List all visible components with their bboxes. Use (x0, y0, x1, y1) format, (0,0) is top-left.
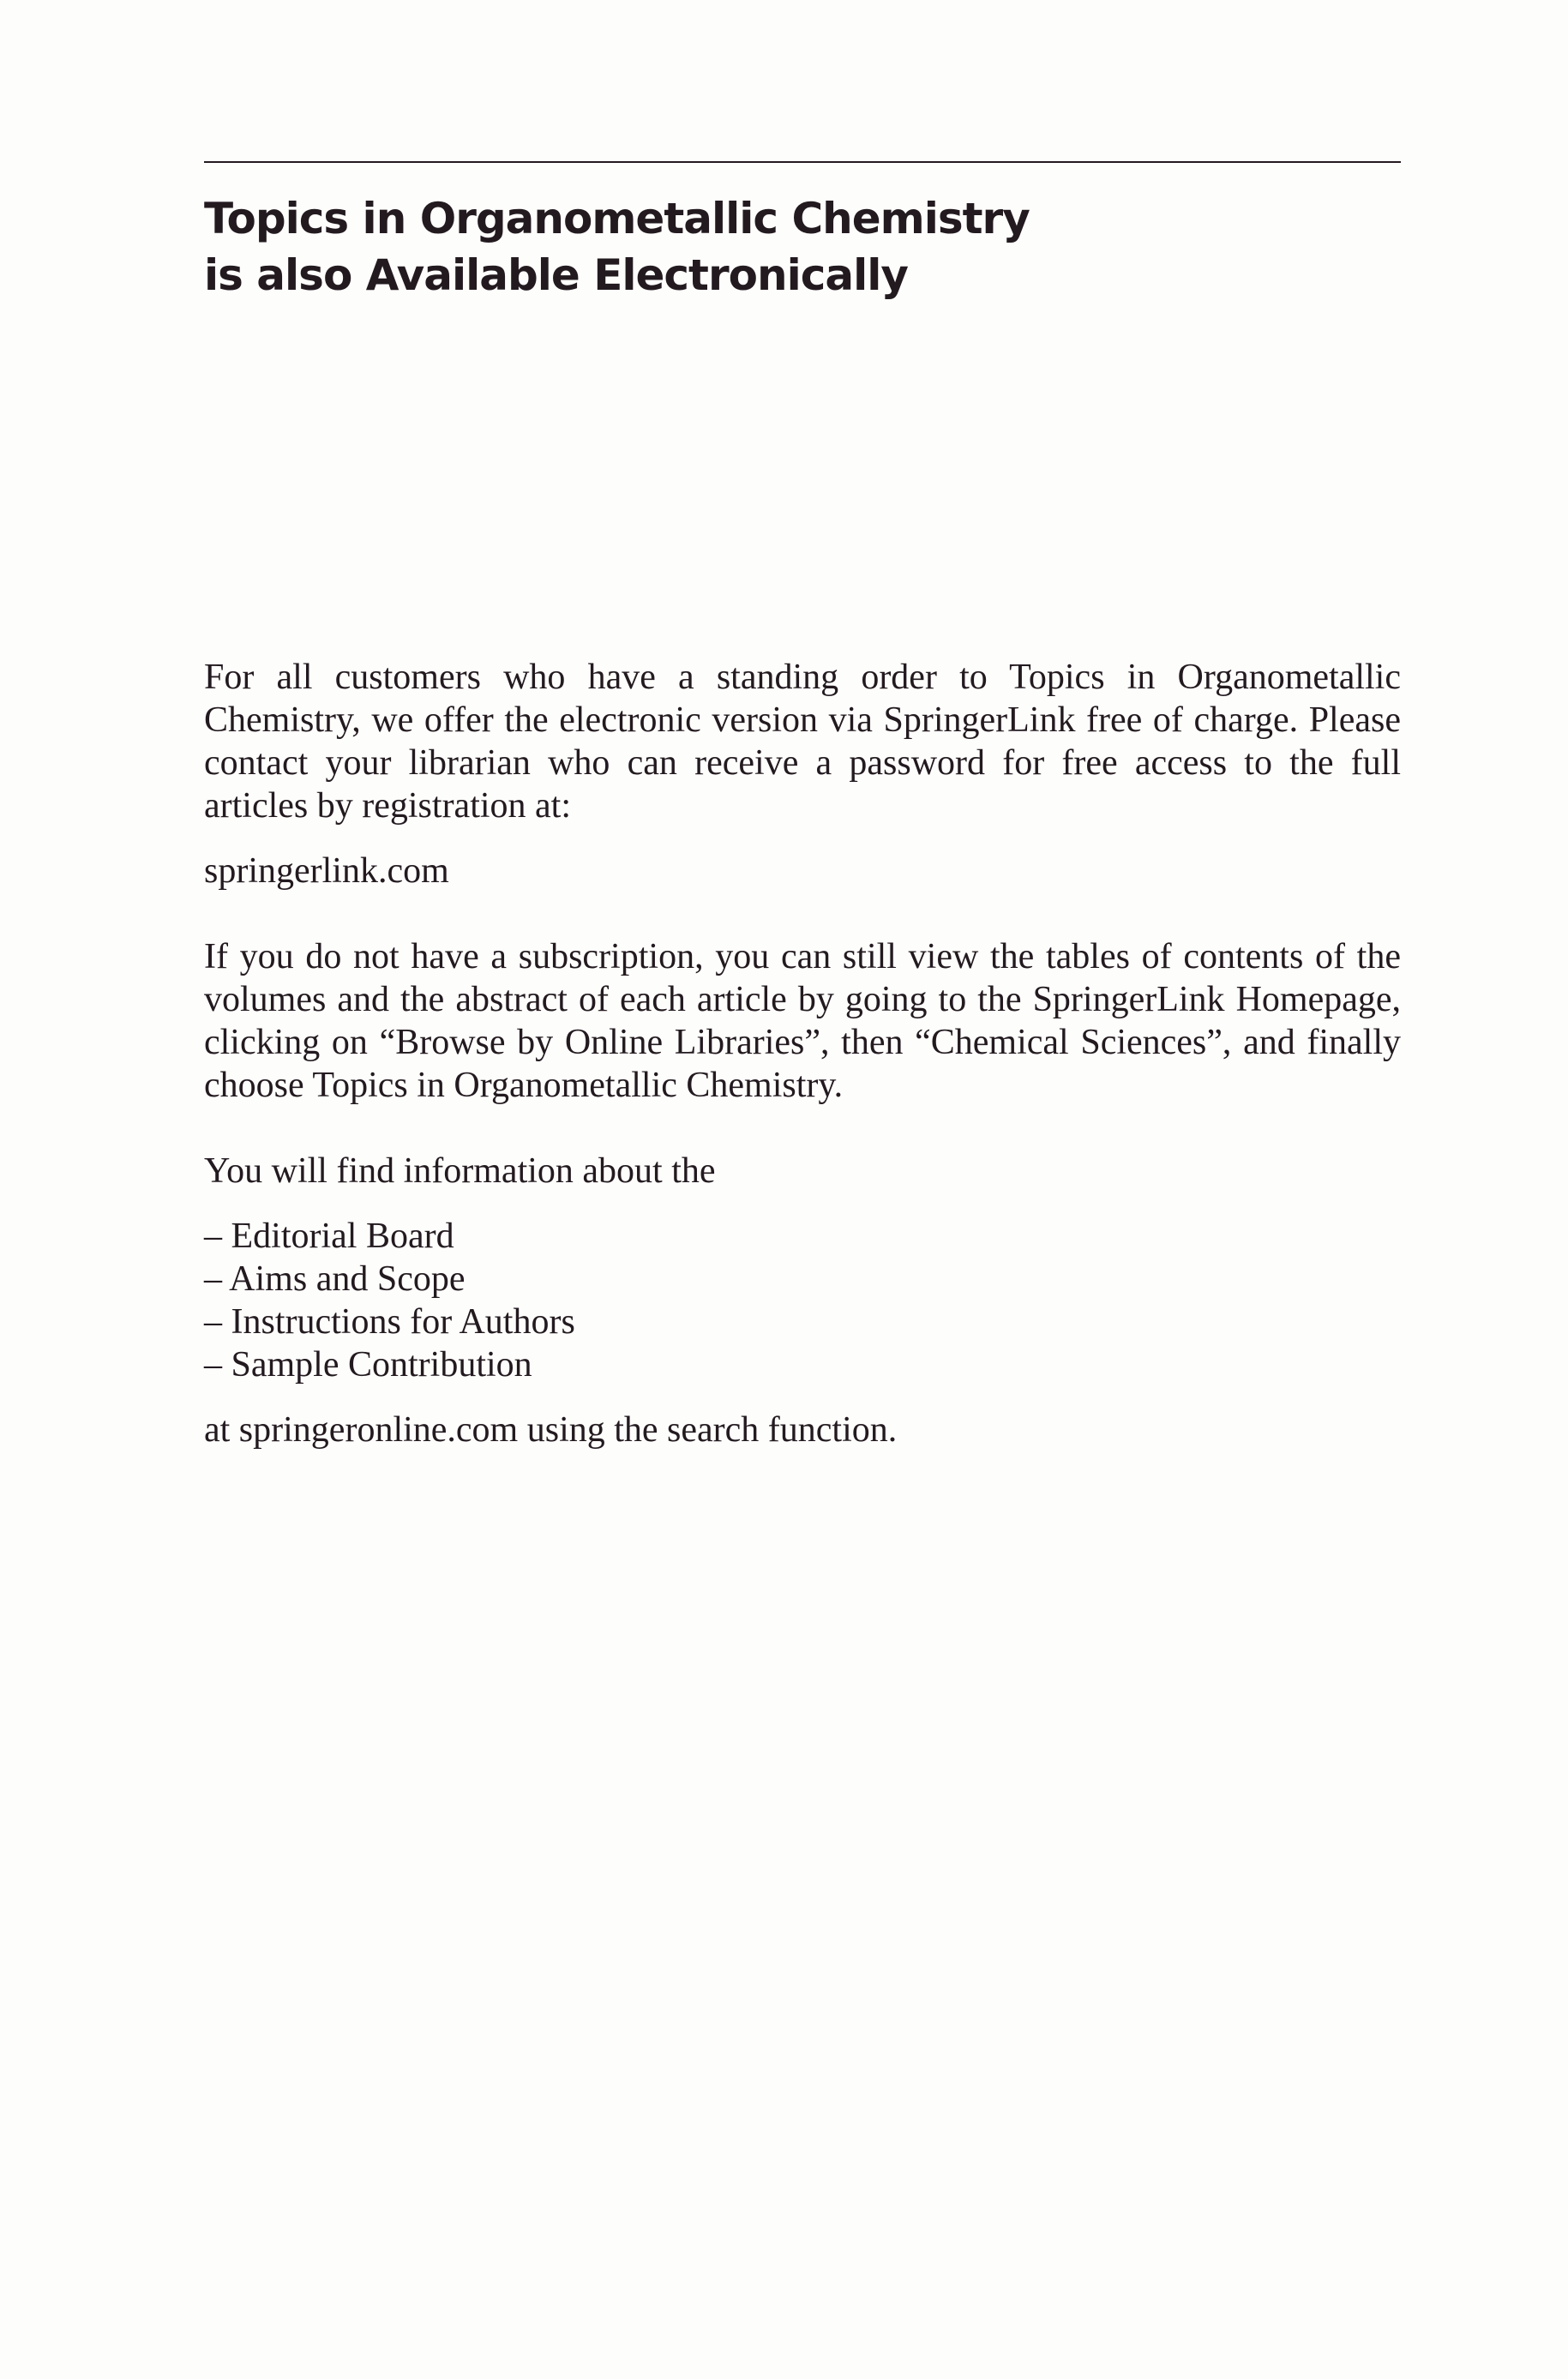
list-item: – Sample Contribution (204, 1345, 532, 1385)
page-title (204, 190, 1401, 303)
search-function-note: at springeronline.com using the search function. (204, 1410, 898, 1450)
header-rule (204, 161, 1401, 163)
list-item: – Aims and Scope (204, 1259, 466, 1299)
title-line-2: is also Available Electronically (204, 250, 908, 300)
list-item: – Editorial Board (204, 1217, 454, 1256)
information-list (204, 1215, 1401, 1386)
subscription-paragraph: If you do not have a subscription, you can still view the tables of contents of the volumes and the abstract of each article by going to the SpringerLink Homepage, clicking on “Browse by Online Libraries”, then “Chemical Sciences”, and finally choose Topics in Organometallic Chemistry. (204, 937, 1401, 1105)
title-line-1: Topics in Organometallic Chemistry (204, 194, 1030, 243)
information-intro: You will find information about the (204, 1151, 716, 1191)
springerlink-url: springerlink.com (204, 851, 449, 891)
body-text (204, 656, 1401, 1451)
list-item: – Instructions for Authors (204, 1302, 575, 1342)
standing-order-paragraph: For all customers who have a standing order to Topics in Organometallic Chemistry, we offer the electronic version via SpringerLink free of charge. Please contact your librarian who can receive a password for free access to the full articles by registration at: (204, 658, 1401, 826)
